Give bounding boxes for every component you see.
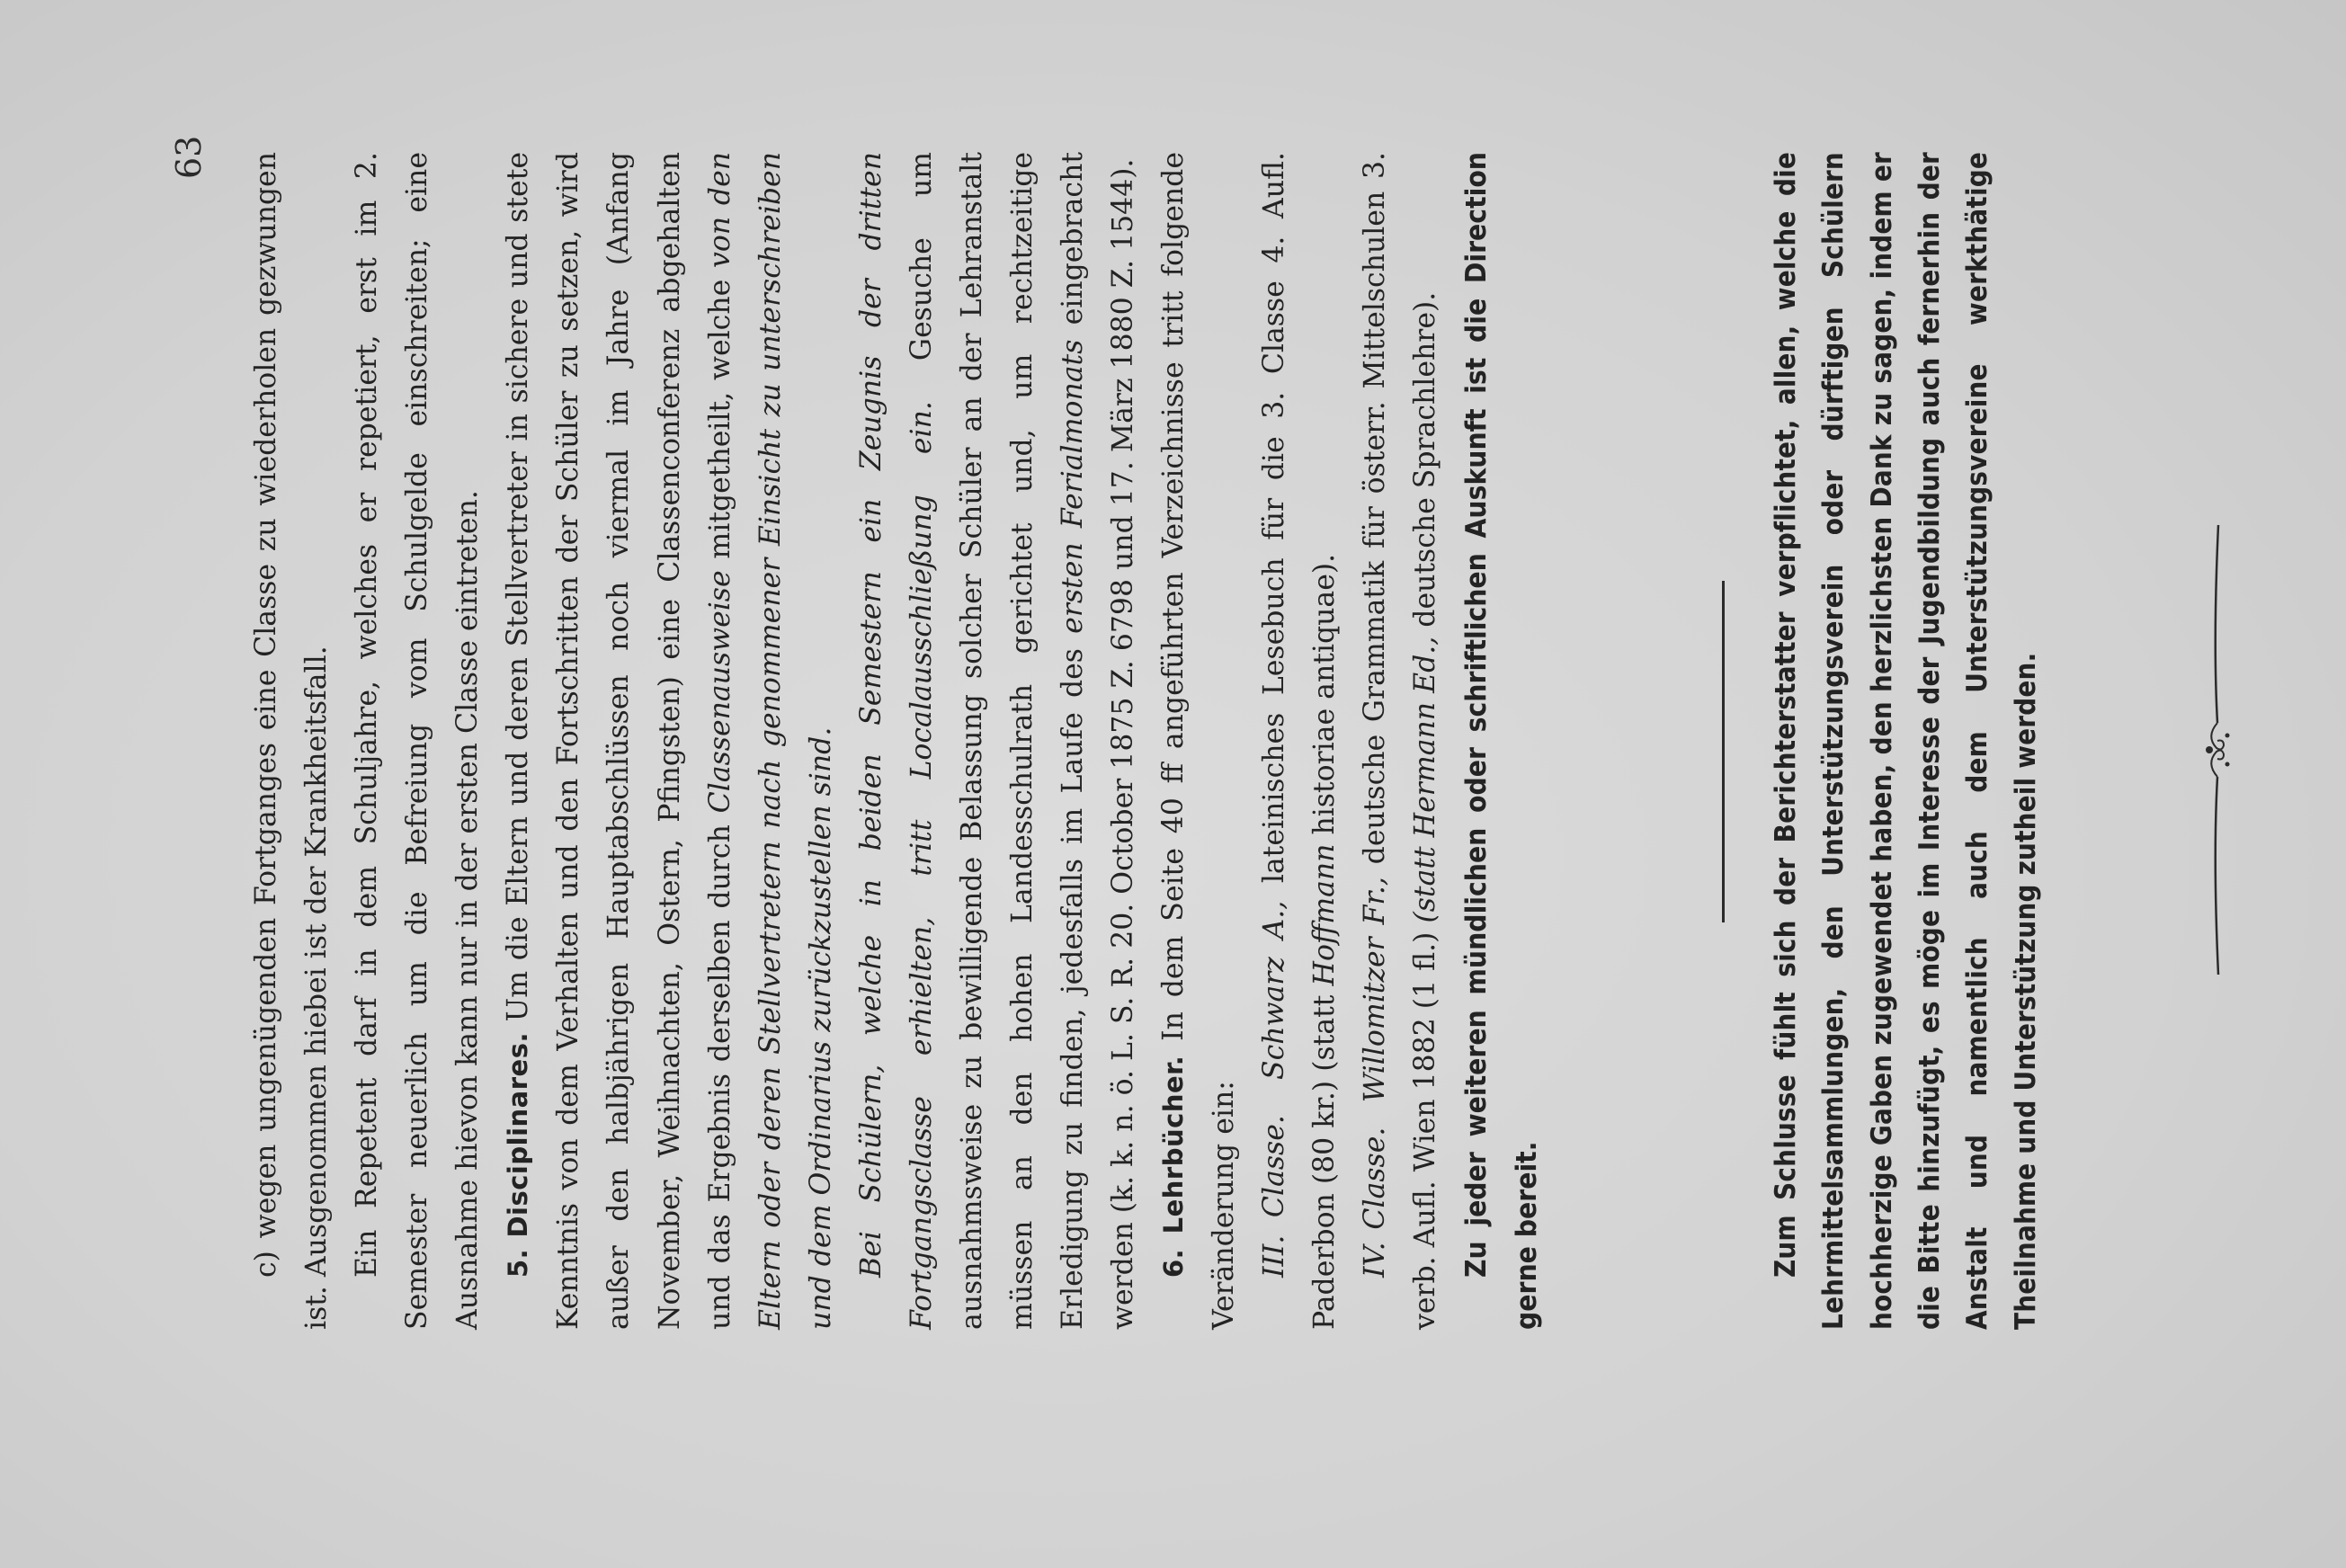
paragraph-lehrbuecher: 6. Lehrbücher. In dem Seite 40 ff angeführten Verzeichnisse tritt folgende Veränderung ein: xyxy=(1157,152,1241,1330)
paragraph-third-class-book: III. Classe. Schwarz A., lateinisches Lesebuch für die 3. Classe 4. Aufl. Paderbon (80 kr.) (statt Hoffmann historiae antiquae). xyxy=(1258,151,1342,1330)
main-text xyxy=(241,152,1552,1330)
page-number: 63 xyxy=(169,135,209,179)
paragraph-localausschliessung: Bei Schülern, welche in beiden Semestern ein Zeugnis der dritten Fortgangsclasse erhielten, tritt Localausschließung ein. Gesuche um ausnahmsweise zu bewilligende Belassung solcher Schüler an der Lehranstalt müssen an den hohen Landesschulrath gerichtet und, um rechtzeitige Erledigung zu finden, jedesfalls im Laufe des ersten Ferialmonats eingebracht werden (k. k. n. ö. L. S. R. 20. October 1875 Z. 6798 und 17. März 1880 Z. 1544). xyxy=(854,151,1140,1330)
paragraph-disciplinares: 5. Disciplinares. Um die Eltern und deren Stellvertreter in sichere und stete Kenntnis von dem Verhalten und den Fortschritten der Schüler zu setzen, wird außer den halbjährigen Hauptabschlüssen noch viermal im Jahre (Anfang November, Weihnachten, Ostern, Pfingsten) eine Classenconferenz abgehalten und das Ergebnis derselben durch Classenausweise mitgetheilt, welche von den Eltern oder deren Stellvertretern nach genommener Einsicht zu unterschreiben und dem Ordinarius zurückzustellen sind. xyxy=(502,152,837,1330)
heading-disciplinares: 5. Disciplinares. xyxy=(503,1032,534,1278)
closing-text: Zum Schlusse fühlt sich der Berichterstatter verpflichtet, allen, welche die Lehrmittelsammlungen, den Unterstützungsverein oder dürftigen Schülern hochherzige Gaben zugewendet haben, den herzlichsten Dank zu sagen, indem er die Bitte hinzufügt, es möge im Interesse der Jugendbildung auch fernerhin der Anstalt und namentlich auch dem Unterstützungsvereine werkthätige Theilnahme und Unterstützung zutheil werden. xyxy=(1770,152,2042,1330)
paragraph-repetent: Ein Repetent darf in dem Schuljahre, welches er repetiert, erst im 2. Semester neuerlich um die Befreiung vom Schulgelde einschreiten; eine Ausnahme hievon kann nur in der ersten Classe eintreten. xyxy=(351,152,485,1330)
section-divider xyxy=(1722,581,1725,922)
heading-lehrbuecher: 6. Lehrbücher. xyxy=(1158,1055,1190,1278)
paragraph-fourth-class-book: IV. Classe. Willomitzer Fr., deutsche Grammatik für österr. Mittelschulen 3. verb. Aufl. Wien 1882 (1 fl.) (statt Hermann Ed., deutsche Sprachlehre). xyxy=(1359,151,1442,1330)
paragraph-repeat-condition: c) wegen ungenügenden Fortganges eine Classe zu wiederholen gezwungen ist. Ausgenommen hiebei ist der Krankheitsfall. xyxy=(250,152,334,1330)
closing-paragraph xyxy=(1762,152,2050,1330)
ornament-divider-icon xyxy=(2190,516,2243,984)
paragraph-auskunft: Zu jeder weiteren mündlichen oder schriftlichen Auskunft ist die Direction gerne bereit. xyxy=(1459,152,1543,1330)
